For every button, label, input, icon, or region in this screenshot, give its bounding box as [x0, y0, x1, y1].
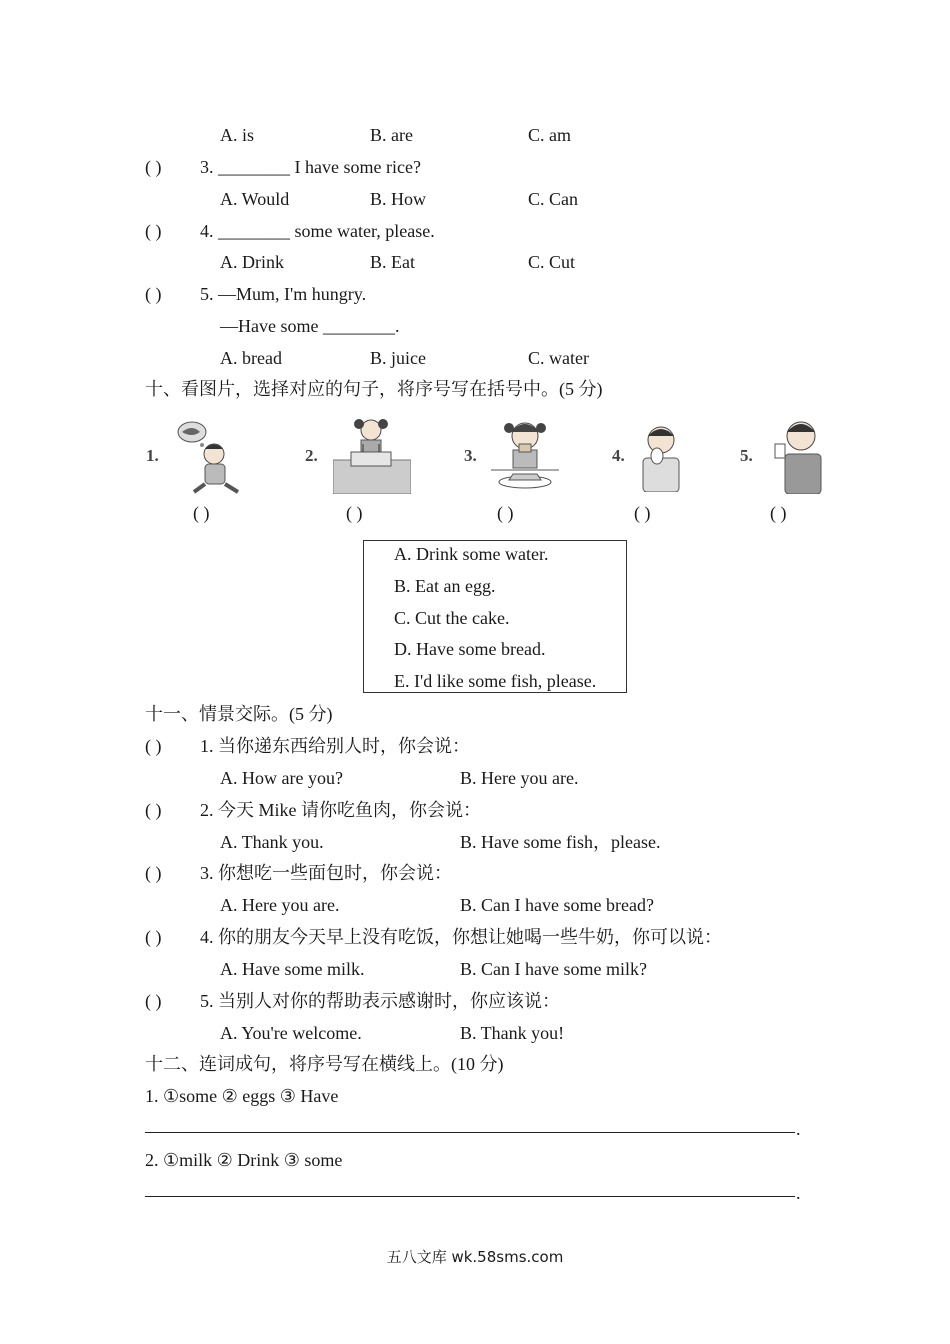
s11-q5-option-b: B. Thank you!	[460, 1023, 565, 1043]
q5-answer-paren[interactable]: ( )	[145, 284, 162, 304]
choice-e: E. I'd like some fish, please.	[394, 671, 597, 691]
picture-4-number: 4.	[612, 446, 625, 465]
s11-q1-stem: 1. 当你递东西给别人时，你会说：	[200, 736, 470, 756]
q4-stem: 4. ________ some water, please.	[200, 221, 435, 241]
s11-q5-option-a: A. You're welcome.	[220, 1023, 362, 1043]
s11-q2-stem: 2. 今天 Mike 请你吃鱼肉，你会说：	[200, 800, 481, 820]
picture-3-number: 3.	[464, 446, 477, 465]
q3-answer-paren[interactable]: ( )	[145, 157, 162, 177]
s12-item-2-period: .	[796, 1183, 801, 1203]
s11-q4-stem: 4. 你的朋友今天早上没有吃饭，你想让她喝一些牛奶，你可以说：	[200, 927, 722, 947]
q4-answer-paren[interactable]: ( )	[145, 221, 162, 241]
s11-q1-option-a: A. How are you?	[220, 768, 343, 788]
s12-item-1-answer-line[interactable]	[145, 1132, 795, 1133]
q4-option-b: B. Eat	[370, 252, 415, 272]
girl-cutting-cake-icon	[333, 414, 411, 494]
s12-item-1: 1. ①some ② eggs ③ Have	[145, 1086, 339, 1106]
q5-option-c: C. water	[528, 348, 589, 368]
s11-q3-stem: 3. 你想吃一些面包时，你会说：	[200, 863, 452, 883]
boy-drinking-water-icon	[765, 414, 827, 494]
q5-stem-reply: —Have some ________.	[220, 316, 400, 336]
q3-option-a: A. Would	[220, 189, 290, 209]
s11-q5-answer-paren[interactable]: ( )	[145, 991, 162, 1011]
section12-title: 十二、连词成句，将序号写在横线上。(10 分)	[145, 1054, 504, 1074]
choice-b: B. Eat an egg.	[394, 576, 496, 596]
s12-item-2-answer-line[interactable]	[145, 1196, 795, 1197]
s11-q3-option-a: A. Here you are.	[220, 895, 340, 915]
s11-q2-option-b: B. Have some fish，please.	[460, 832, 661, 852]
footer-watermark: 五八文库 wk.58sms.com	[386, 1248, 564, 1266]
picture-3-answer-paren[interactable]: ( )	[497, 503, 514, 523]
q5-option-b: B. juice	[370, 348, 426, 368]
q5-option-a: A. bread	[220, 348, 282, 368]
s11-q4-option-b: B. Can I have some milk?	[460, 959, 647, 979]
picture-1-answer-paren[interactable]: ( )	[193, 503, 210, 523]
picture-4-answer-paren[interactable]: ( )	[634, 503, 651, 523]
q4-option-a: A. Drink	[220, 252, 284, 272]
s11-q1-option-b: B. Here you are.	[460, 768, 579, 788]
choice-d: D. Have some bread.	[394, 639, 546, 659]
q4-option-c: C. Cut	[528, 252, 576, 272]
q2-option-c: C. am	[528, 125, 571, 145]
q3-option-b: B. How	[370, 189, 427, 209]
q5-stem: 5. —Mum, I'm hungry.	[200, 284, 367, 304]
s11-q3-answer-paren[interactable]: ( )	[145, 863, 162, 883]
s11-q3-option-b: B. Can I have some bread?	[460, 895, 654, 915]
picture-1-number: 1.	[146, 446, 159, 465]
s11-q2-option-a: A. Thank you.	[220, 832, 324, 852]
picture-2-answer-paren[interactable]: ( )	[346, 503, 363, 523]
man-eating-egg-icon	[635, 420, 687, 492]
section10-title: 十、看图片，选择对应的句子，将序号写在括号中。(5 分)	[145, 379, 603, 399]
boy-thinking-of-fish-icon	[172, 418, 244, 498]
s11-q5-stem: 5. 当别人对你的帮助表示感谢时，你应该说：	[200, 991, 560, 1011]
section11-title: 十一、情景交际。(5 分)	[145, 704, 333, 724]
girl-eating-bread-icon	[491, 414, 559, 494]
s12-item-1-period: .	[796, 1119, 801, 1139]
picture-5-answer-paren[interactable]: ( )	[770, 503, 787, 523]
picture-5-number: 5.	[740, 446, 753, 465]
sentence-choices-box	[363, 540, 627, 693]
s11-q1-answer-paren[interactable]: ( )	[145, 736, 162, 756]
choice-a: A. Drink some water.	[394, 544, 549, 564]
choice-c: C. Cut the cake.	[394, 608, 510, 628]
q3-option-c: C. Can	[528, 189, 579, 209]
s11-q4-answer-paren[interactable]: ( )	[145, 927, 162, 947]
s11-q2-answer-paren[interactable]: ( )	[145, 800, 162, 820]
s12-item-2: 2. ①milk ② Drink ③ some	[145, 1150, 343, 1170]
s11-q4-option-a: A. Have some milk.	[220, 959, 365, 979]
q3-stem: 3. ________ I have some rice?	[200, 157, 421, 177]
picture-2-number: 2.	[305, 446, 318, 465]
q2-option-b: B. are	[370, 125, 413, 145]
q2-option-a: A. is	[220, 125, 255, 145]
